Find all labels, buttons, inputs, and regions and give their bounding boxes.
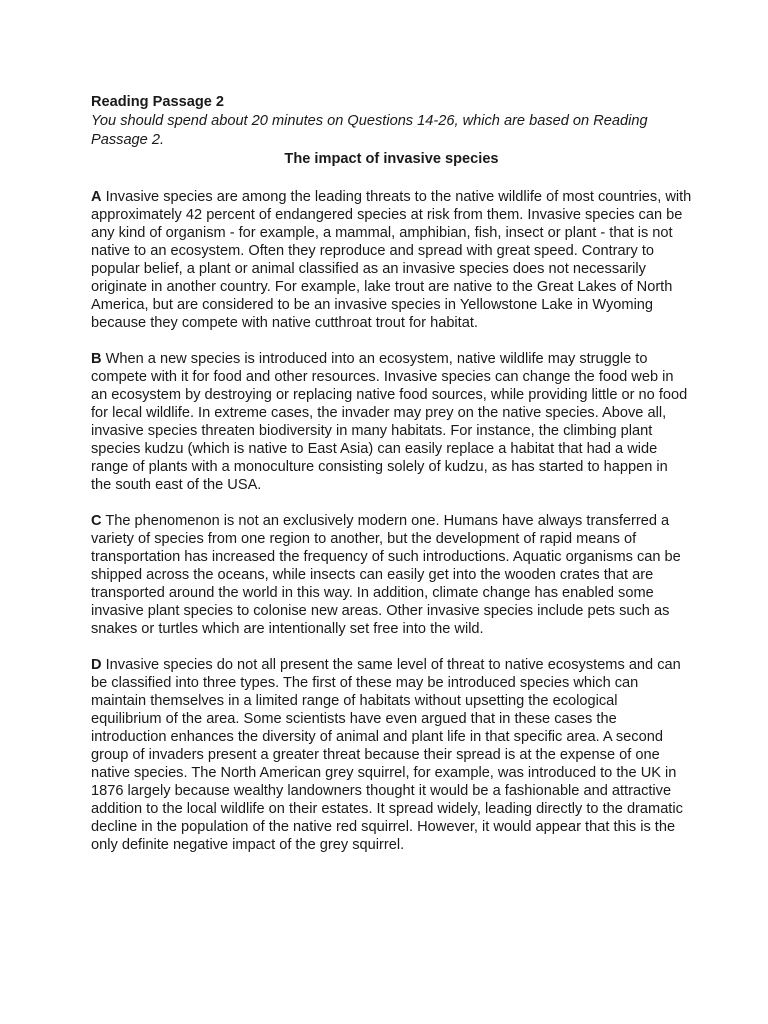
passage-title: The impact of invasive species bbox=[284, 151, 499, 167]
paragraph-d bbox=[91, 656, 692, 854]
paragraph-letter: A bbox=[91, 189, 102, 205]
paragraph-text: When a new species is introduced into an ecosystem, native wildlife may struggle to compete with it for food and other resources. Invasive species can change the food web in an ecosystem by destroying or replacing native food sources, while providing little or no food for lecal wildlife. In extreme cases, the invader may prey on the native species. Above all, invasive species threaten biodiversity in many habitats. For instance, the climbing plant species kudzu (which is native to East Asia) can easily replace a habitat that had a wide range of plants with a monoculture consisting solely of kudzu, as has started to happen in the south east of the USA. bbox=[91, 351, 688, 493]
paragraph-text: The phenomenon is not an exclusively modern one. Humans have always transferred a variety of species from one region to another, but the development of rapid means of transportation has increased the frequency of such introductions. Aquatic organisms can be shipped across the oceans, while insects can easily get into the wooden crates that are transported around the world in this way. In addition, climate change has enabled some invasive plant species to colonise new areas. Other invasive species include pets such as snakes or turtles which are intentionally set free into the wild. bbox=[91, 513, 681, 637]
paragraph-text: Invasive species do not all present the same level of threat to native ecosystems and can be classified into three types. The first of these may be introduced species which can maintain themselves in a limited range of habitats without upsetting the ecological equilibrium of the area. Some scientists have even argued that in these cases the introduction enhances the diversity of animal and plant life in that specific area. A second group of invaders present a greater threat because their spread is at the expense of one native species. The North American grey squirrel, for example, was introduced to the UK in 1876 largely because wealthy landowners thought it would be a fashionable and attractive addition to the local wildlife on their estates. It spread widely, leading directly to the dramatic decline in the population of the native red squirrel. However, it would appear that this is the only definite negative impact of the grey squirrel. bbox=[91, 657, 683, 853]
paragraph-c bbox=[91, 512, 692, 638]
paragraph-letter: C bbox=[91, 513, 102, 529]
passage-heading: Reading Passage 2 bbox=[91, 94, 225, 110]
paragraph-a bbox=[91, 188, 692, 332]
paragraph-text: Invasive species are among the leading threats to the native wildlife of most countries, with approximately 42 percent of endangered species at risk from them. Invasive species can be any kind of organism - for example, a mammal, amphibian, fish, insect or plant - that is not native to an ecosystem. Often they reproduce and spread with great speed. Contrary to popular belief, a plant or animal classified as an invasive species does not necessarily originate in another country. For example, lake trout are native to the Great Lakes of North America, but are considered to be an invasive species in Yellowstone Lake in Wyoming because they compete with native cutthroat trout for habitat. bbox=[91, 189, 692, 331]
paragraph-letter: B bbox=[91, 351, 102, 367]
paragraph-letter: D bbox=[91, 657, 102, 673]
passage-instructions: You should spend about 20 minutes on Questions 14-26, which are based on Reading Passage 2. bbox=[91, 113, 648, 148]
paragraph-b bbox=[91, 350, 692, 494]
